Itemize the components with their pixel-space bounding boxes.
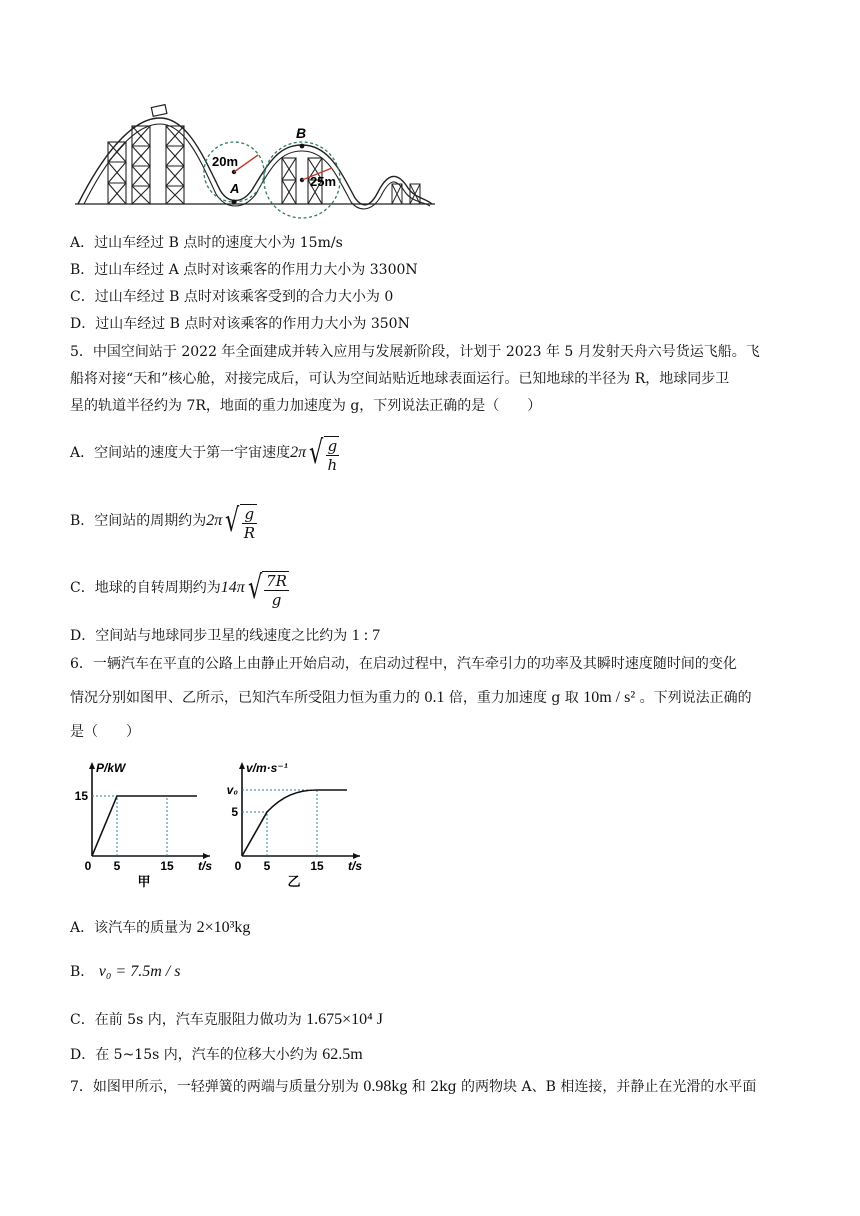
stem-text: 7．如图甲所示，一轻弹簧的两端与质量分别为 <box>70 1079 364 1095</box>
option-text: D．空间站与地球同步卫星的线速度之比约为 <box>70 628 352 644</box>
y-tick-label: 5 <box>231 805 238 819</box>
q4-option-d <box>70 314 410 334</box>
q4-option-c <box>70 287 393 307</box>
x-tick-label: 15 <box>160 859 174 873</box>
option-text: C．在前 5s 内，汽车克服阻力做功为 <box>70 1012 307 1028</box>
sqrt-expression <box>306 432 339 474</box>
point-B-label: B <box>296 125 307 141</box>
stem-text: 和 2kg 的两物块 A、B 相连接，并静止在光滑的水平面 <box>407 1079 757 1095</box>
math-ratio: 1 : 7 <box>351 627 381 644</box>
radius-B-label: 25m <box>310 174 337 189</box>
point-B-dot <box>300 144 305 149</box>
math-coefficient: 2π <box>206 512 223 529</box>
series-line <box>242 790 347 856</box>
y-axis-label: P/kW <box>96 761 126 775</box>
option-letter: B． <box>70 262 95 278</box>
chart-caption: 乙 <box>287 874 301 889</box>
stem-text: 倍，重力加速度 g 取 <box>444 690 584 706</box>
q5-stem-line1: 5．中国空间站于 2022 年全面建成并转入应用与发展新阶段，计划于 2023 年 5 月发射天舟六号货运飞船。飞 <box>70 344 760 360</box>
q6-stem-line1: 6．一辆汽车在平直的公路上由静止开始启动，在启动过程中，汽车牵引力的功率及其瞬时速度随时间的变化 <box>70 656 737 672</box>
option-text: B．空间站的周期约为 <box>70 513 207 529</box>
x-tick-label: 0 <box>84 859 92 873</box>
y-tick-label: v₀ <box>226 783 238 797</box>
q7-stem-line1 <box>70 1077 756 1097</box>
math-coefficient: 2π <box>290 444 307 461</box>
x-tick-label: 0 <box>234 859 242 873</box>
track-outer-rail <box>78 118 432 205</box>
stem-text: 。下列说法正确的 <box>635 690 752 706</box>
option-text: C．地球的自转周期约为 <box>70 580 221 596</box>
y-axis-arrow <box>89 762 95 769</box>
point-A-label: A <box>230 181 240 196</box>
q6-option-c <box>70 1010 383 1030</box>
y-tick-label: 15 <box>74 789 88 803</box>
chart-power-vs-time <box>70 758 220 898</box>
q6-option-a <box>70 918 250 938</box>
q6-option-d <box>70 1045 363 1065</box>
option-letter: A． <box>70 235 95 251</box>
q6-stem-line3: 是（ ） <box>70 724 140 740</box>
fraction <box>324 436 340 474</box>
coaster-car <box>151 105 167 117</box>
radical-sign: √ <box>309 433 324 471</box>
chart-velocity-vs-time <box>220 758 363 898</box>
option-text: 过山车经过 B 点时的速度大小为 15m/s <box>94 235 343 251</box>
math-value: 2×10³kg <box>196 919 251 936</box>
x-tick-label: 15 <box>310 859 324 873</box>
q5-option-d <box>70 626 380 646</box>
fraction-numerator: g <box>326 437 340 456</box>
option-text: D．在 5~15s 内，汽车的位移大小约为 <box>70 1047 323 1063</box>
x-axis-label: t/s <box>348 859 363 873</box>
math-value: 10m / s² <box>583 689 636 706</box>
sqrt-expression <box>245 567 289 609</box>
fraction-denominator: g <box>271 591 282 609</box>
q5-option-a <box>70 428 339 478</box>
radius-A-label: 20m <box>212 154 239 169</box>
option-text: 过山车经过 A 点时对该乘客的作用力大小为 3300N <box>94 262 418 278</box>
fraction-denominator: h <box>327 456 338 474</box>
math-coefficient: 14π <box>220 579 245 596</box>
chart-caption: 甲 <box>137 874 151 889</box>
math-value: 62.5m <box>322 1046 363 1063</box>
q4-option-a <box>70 233 343 253</box>
option-text: 过山车经过 B 点时对该乘客的作用力大小为 350N <box>95 316 410 332</box>
math-value: v₀ = 7.5m / s <box>98 963 181 980</box>
option-letter: D． <box>70 316 96 332</box>
q5-option-c <box>70 563 289 613</box>
stem-text: 情况分别如图甲、乙所示，已知汽车所受阻力恒为重力的 <box>70 690 425 706</box>
q5-stem-line2: 船将对接“天和”核心舱，对接完成后，可认为空间站贴近地球表面运行。已知地球的半径为 R，地球同步卫 <box>70 371 730 387</box>
y-axis-label: v/m·s⁻¹ <box>246 761 288 775</box>
math-value: 1.675×10⁴ J <box>306 1011 383 1028</box>
option-text: A．该汽车的质量为 <box>70 920 197 936</box>
q5-stem-line3: 星的轨道半径约为 7R，地面的重力加速度为 g，下列说法正确的是（ ） <box>70 398 542 414</box>
q4-option-b <box>70 260 418 280</box>
q5-option-b <box>70 496 257 546</box>
option-letter: C． <box>70 289 95 305</box>
fraction-numerator: 7R <box>266 572 287 590</box>
q6-stem-line2 <box>70 688 752 708</box>
radical-sign: √ <box>247 568 263 606</box>
option-text: 过山车经过 B 点时对该乘客受到的合力大小为 0 <box>94 289 394 305</box>
tower-lattice-left <box>108 126 184 204</box>
sqrt-expression <box>222 500 257 542</box>
x-tick-label: 5 <box>113 859 121 873</box>
fraction-denominator: R <box>243 524 255 542</box>
series-line <box>92 796 197 856</box>
y-axis-arrow <box>239 762 245 769</box>
radical-sign: √ <box>225 501 240 539</box>
option-text: A．空间站的速度大于第一宇宙速度 <box>70 445 291 461</box>
q6-option-b <box>70 962 180 982</box>
point-A-dot <box>232 200 237 205</box>
fraction <box>262 571 289 609</box>
math-value: 0.1 <box>424 689 445 706</box>
fraction <box>240 504 257 542</box>
roller-coaster-figure <box>70 100 440 212</box>
x-axis-label: t/s <box>198 859 213 873</box>
option-letter: B． <box>70 964 95 980</box>
fraction-numerator: g <box>242 505 257 524</box>
math-value: 0.98kg <box>363 1078 408 1095</box>
x-tick-label: 5 <box>263 859 271 873</box>
